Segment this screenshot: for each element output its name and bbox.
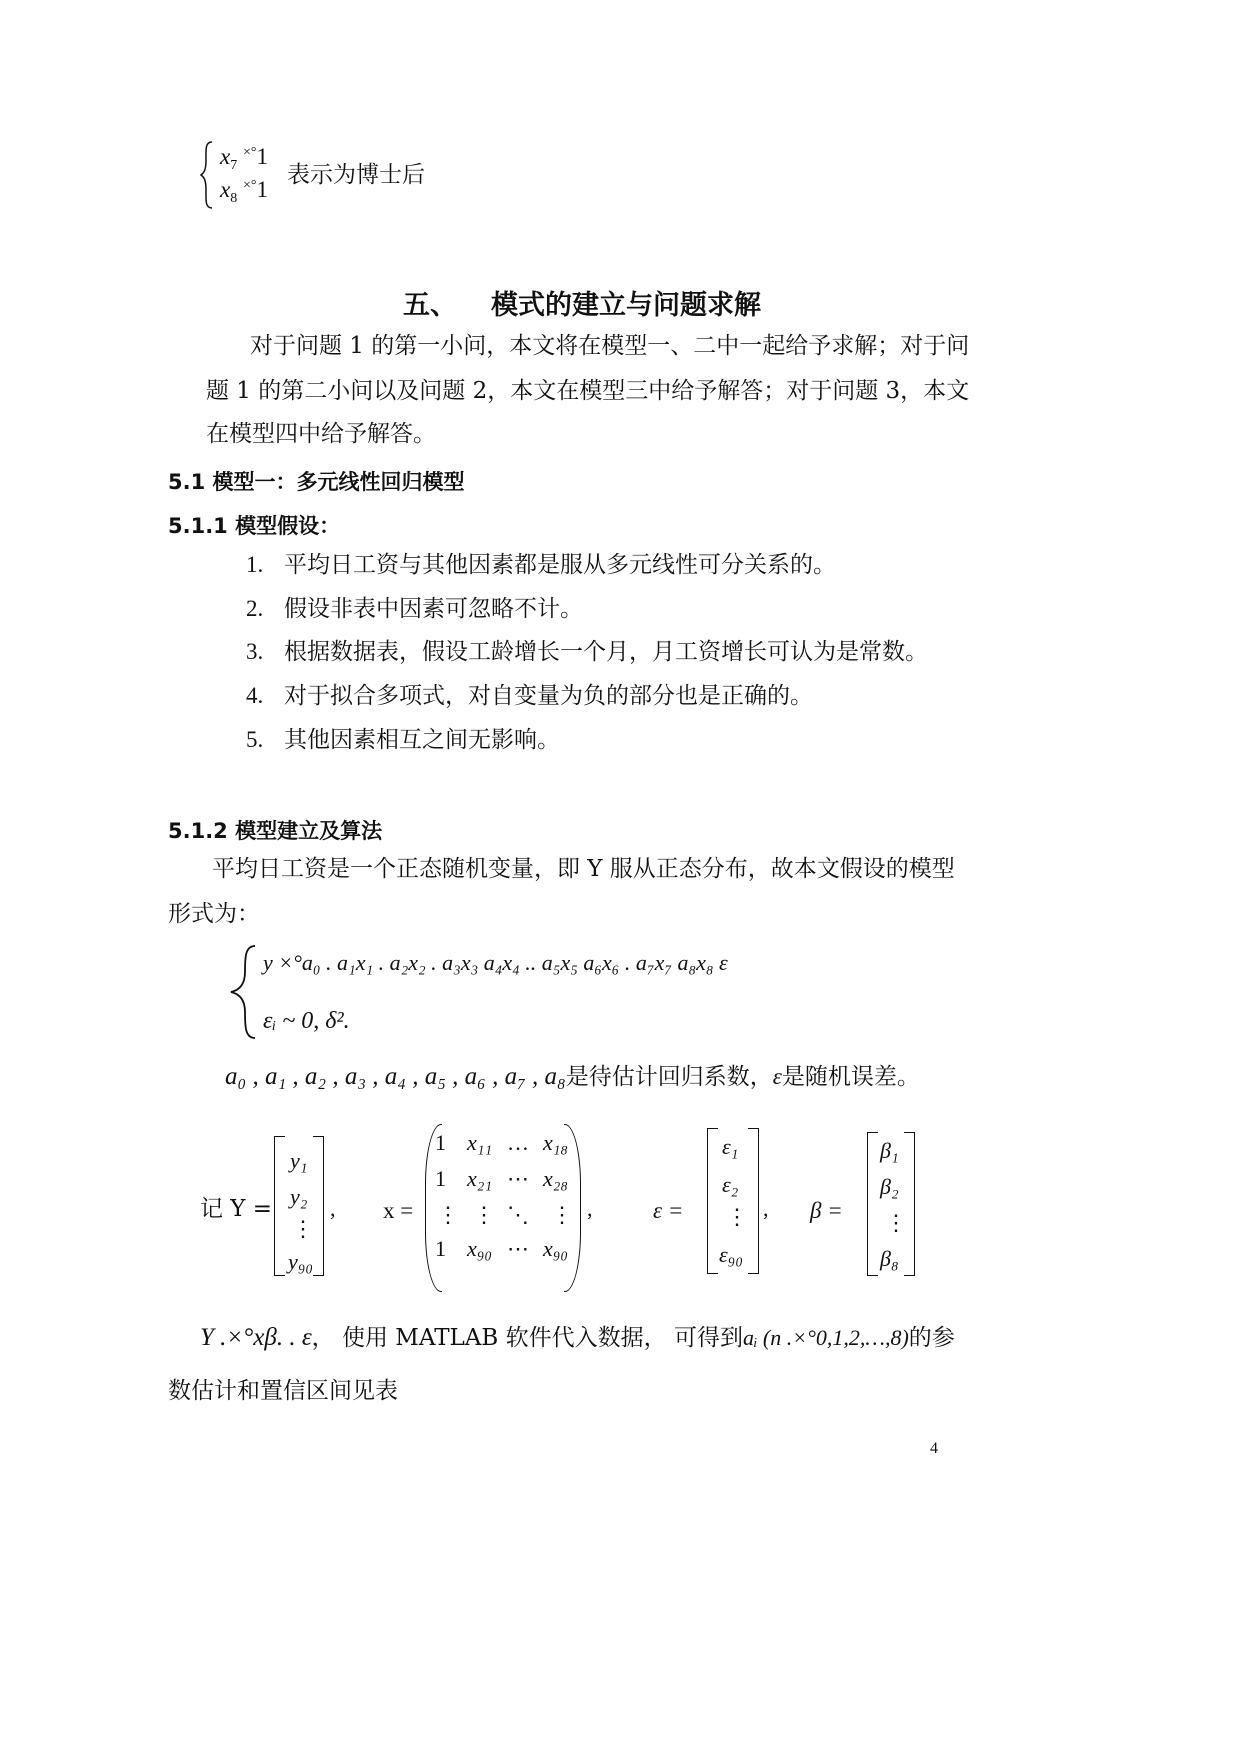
equation-line-1: y ×°a₀ . a₁x₁ . a₂x₂ . a₃x₃ a₄x₄ .. a₅x₅ a₆x₆ . a₇x₇ a₈x₈ ε <box>263 950 728 975</box>
equation-brace-icon <box>228 944 258 1040</box>
epsilon-matrix: ε₁ ε₂ ⋮ ε₉₀ <box>707 1128 759 1274</box>
intro-line-3: 在模型四中给予解答。 <box>206 421 436 447</box>
beta-matrix-label: β = <box>810 1198 843 1223</box>
x-matrix-label: x = <box>383 1198 414 1223</box>
page-number: 4 <box>930 1440 938 1457</box>
list-item: 5. 其他因素相互之间无影响。 <box>246 727 560 753</box>
section-title: 五、 模式的建立与问题求解 <box>403 290 761 321</box>
final-line-2: 数估计和置信区间见表 <box>168 1378 398 1404</box>
comma: , <box>330 1196 336 1221</box>
heading-5-1: 5.1 模型一：多元线性回归模型 <box>168 470 465 494</box>
comma: , <box>587 1196 593 1221</box>
list-item: 2. 假设非表中因素可忽略不计。 <box>246 596 583 622</box>
final-line: Y .×°xβ. . ε， 使用 MATLAB 软件代入数据， 可得到aᵢ (n .×°0,1,2,…,8)的参 <box>200 1324 955 1351</box>
def-line-2: $x_8$ ×°1 <box>220 177 268 206</box>
epsilon-matrix-label: ε = <box>653 1198 684 1223</box>
model-line-1: 平均日工资是一个正态随机变量，即 Y 服从正态分布，故本文假设的模型 <box>212 856 955 882</box>
comma: , <box>763 1196 769 1221</box>
y-matrix: y₁ y₂ ⋮ y₉₀ <box>274 1136 324 1276</box>
list-item: 1. 平均日工资与其他因素都是服从多元线性可分关系的。 <box>246 552 836 578</box>
intro-line-1: 对于问题 1 的第一小问，本文将在模型一、二中一起给予求解；对于问 <box>250 333 970 359</box>
top-definition <box>200 140 460 210</box>
def-line-1: $x_7$ ×°1 <box>220 144 268 173</box>
y-matrix-label: 记 Y = <box>200 1196 273 1222</box>
heading-5-1-2: 5.1.2 模型建立及算法 <box>168 819 383 843</box>
coefficient-line: a₀ , a₁ , a₂ , a₃ , a₄ , a₅ , a₆ , a₇ , a₈是待估计回归系数，ε是随机误差。 <box>225 1063 920 1090</box>
list-item: 4. 对于拟合多项式，对自变量为负的部分也是正确的。 <box>246 683 813 709</box>
heading-5-1-1: 5.1.1 模型假设： <box>168 514 341 538</box>
model-line-2: 形式为： <box>168 901 260 927</box>
beta-matrix: β₁ β₂ ⋮ β₈ <box>867 1132 915 1276</box>
list-item: 3. 根据数据表，假设工龄增长一个月，月工资增长可认为是常数。 <box>246 639 928 665</box>
equation-line-2: εᵢ ~ 0, δ². <box>263 1008 350 1034</box>
def-text: 表示为博士后 <box>287 162 425 188</box>
intro-line-2: 题 1 的第二小问以及问题 2，本文在模型三中给予解答；对于问题 3，本文 <box>206 378 970 404</box>
left-brace-icon <box>200 140 214 210</box>
x-matrix: 1 x₁₁ … x₁₈ 1 x₂₁ ⋯ x₂₈ ⋮ ⋮ ⋱ ⋮ 1 x₉₀ ⋯ x₉₀ <box>425 1124 581 1292</box>
